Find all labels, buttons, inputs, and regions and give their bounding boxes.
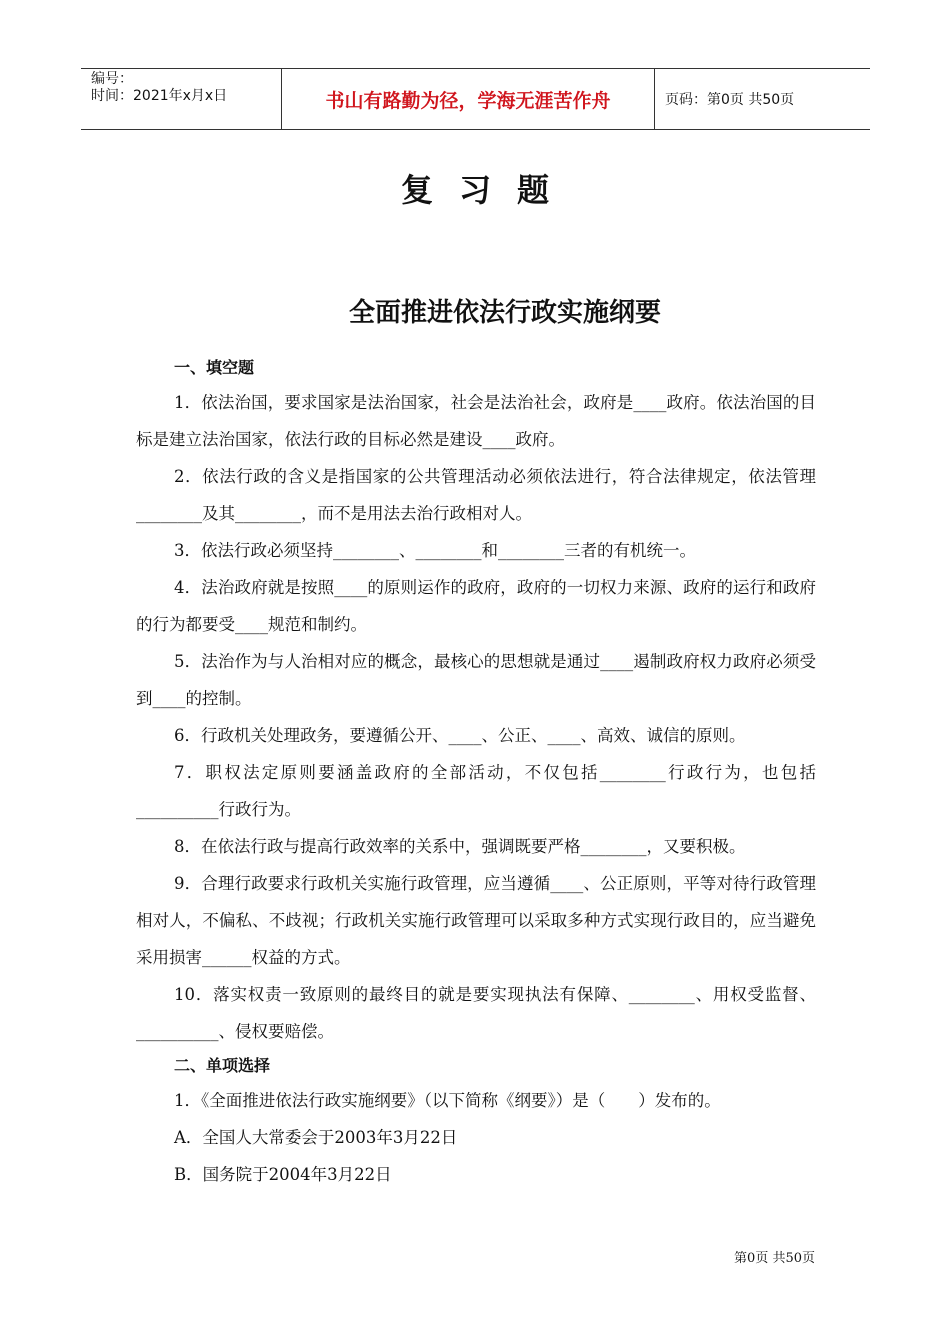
number-label: 编号： (91, 71, 133, 87)
section-heading-single-choice: 二、单项选择 (174, 1056, 271, 1075)
document-title: 复习题 (400, 171, 575, 209)
question-6: 6．行政机关处理政务，要遵循公开、____、公正、____、高效、诚信的原则。 (174, 726, 746, 745)
header-meta (81, 69, 281, 129)
choice-option-b: B．国务院于2004年3月22日 (174, 1165, 392, 1184)
section-heading-fill-blank: 一、填空题 (174, 358, 255, 377)
document-subtitle: 全面推进依法行政实施纲要 (348, 298, 661, 328)
question-4: 4．法治政府就是按照____的原则运作的政府，政府的一切权力来源、政府的运行和政府的行为都要受____规范和制约。 (136, 578, 816, 634)
question-8: 8．在依法行政与提高行政效率的关系中，强调既要严格________，又要积极。 (174, 837, 746, 856)
header-page-info: 页码：第0页 共50页 (665, 92, 795, 108)
question-7: 7．职权法定原则要涵盖政府的全部活动，不仅包括________行政行为，也包括__________行政行为。 (136, 763, 816, 819)
question-3: 3．依法行政必须坚持________、________和________三者的有机统一。 (174, 541, 696, 560)
question-2: 2．依法行政的含义是指国家的公共管理活动必须依法进行，符合法律规定，依法管理________及其________，而不是用法去治行政相对人。 (136, 467, 816, 523)
document-header (81, 68, 870, 130)
document-body (136, 352, 816, 1193)
time-label: 时间：2021年x月x日 (91, 88, 228, 104)
header-motto: 书山有路勤为径，学海无涯苦作舟 (281, 69, 655, 129)
choice-question-1: 1．《全面推进依法行政实施纲要》（以下简称《纲要》）是（ ）发布的。 (174, 1091, 721, 1110)
question-5: 5．法治作为与人治相对应的概念，最核心的思想就是通过____遏制政府权力政府必须受到____的控制。 (136, 652, 816, 708)
page-footer: 第0页 共50页 (734, 1251, 815, 1266)
question-1: 1．依法治国，要求国家是法治国家，社会是法治社会，政府是____政府。依法治国的目标是建立法治国家，依法行政的目标必然是建设____政府。 (136, 393, 816, 449)
question-10: 10．落实权责一致原则的最终目的就是要实现执法有保障、________、用权受监督、__________、侵权要赔偿。 (136, 985, 816, 1041)
choice-option-a: A．全国人大常委会于2003年3月22日 (174, 1128, 458, 1147)
question-9: 9．合理行政要求行政机关实施行政管理，应当遵循____、公正原则，平等对待行政管理相对人，不偏私、不歧视；行政机关实施行政管理可以采取多种方式实现行政目的，应当避免采用损害______权益的方式。 (136, 874, 816, 967)
